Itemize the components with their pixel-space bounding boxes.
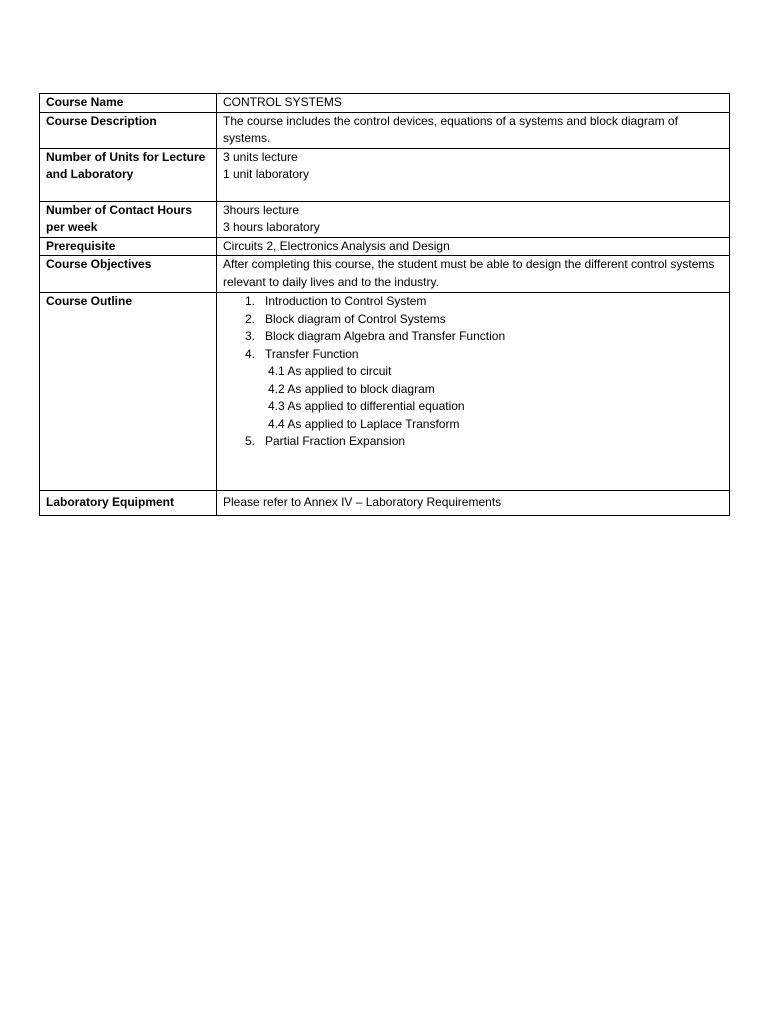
objectives-label: Course Objectives bbox=[40, 256, 217, 293]
row-units bbox=[40, 148, 730, 201]
row-outline bbox=[40, 293, 730, 491]
row-course-description bbox=[40, 112, 730, 148]
units-value bbox=[217, 148, 730, 201]
row-course-name bbox=[40, 94, 730, 113]
outline-sub-text: 4.4 As applied to Laplace Transform bbox=[268, 416, 460, 431]
list-item bbox=[223, 293, 723, 311]
outline-sub-text: 4.1 As applied to circuit bbox=[268, 364, 392, 378]
course-description-value: The course includes the control devices, equations of a systems and block diagram of systems. bbox=[217, 112, 730, 148]
hours-laboratory: 3 hours laboratory bbox=[223, 220, 320, 234]
list-item bbox=[223, 346, 723, 364]
prerequisite-label: Prerequisite bbox=[40, 237, 217, 256]
list-item bbox=[223, 433, 723, 451]
outline-sub-text: 4.2 As applied to block diagram bbox=[268, 381, 435, 396]
course-name-value: CONTROL SYSTEMS bbox=[217, 94, 730, 113]
outline-text: Block diagram Algebra and Transfer Function bbox=[265, 329, 506, 343]
course-syllabus-table bbox=[39, 93, 730, 516]
outline-text: Partial Fraction Expansion bbox=[265, 434, 406, 448]
equipment-label: Laboratory Equipment bbox=[40, 491, 217, 516]
contact-hours-label bbox=[40, 201, 217, 237]
row-contact-hours bbox=[40, 201, 730, 237]
contact-hours-label-line-1: Number of Contact Hours bbox=[46, 202, 193, 217]
sub-list-item bbox=[223, 416, 723, 434]
outline-label: Course Outline bbox=[40, 293, 217, 491]
outline-text: Block diagram of Control Systems bbox=[265, 311, 446, 326]
units-label: Number of Units for Lecture and Laboratory bbox=[40, 148, 217, 201]
outline-number: 2. bbox=[245, 311, 256, 326]
row-objectives bbox=[40, 256, 730, 293]
outline-sub-text: 4.3 As applied to differential equation bbox=[268, 399, 465, 413]
objectives-value: After completing this course, the student must be able to design the different control systems relevant to daily lives and to the industry. bbox=[217, 256, 730, 293]
list-item bbox=[223, 311, 723, 329]
hours-lecture: 3hours lecture bbox=[223, 202, 300, 217]
course-description-label: Course Description bbox=[40, 112, 217, 148]
sub-list-item bbox=[223, 381, 723, 399]
outline-value bbox=[217, 293, 730, 491]
sub-list-item bbox=[223, 363, 723, 381]
outline-text: Transfer Function bbox=[265, 346, 359, 361]
outline-number: 5. bbox=[245, 434, 256, 448]
row-laboratory-equipment bbox=[40, 491, 730, 516]
outline-list bbox=[223, 293, 723, 451]
outline-number: 1. bbox=[245, 294, 256, 308]
row-prerequisite bbox=[40, 237, 730, 256]
units-laboratory: 1 unit laboratory bbox=[223, 167, 310, 181]
outline-number: 4. bbox=[245, 346, 256, 361]
course-name-label: Course Name bbox=[40, 94, 217, 113]
prerequisite-value: Circuits 2, Electronics Analysis and Design bbox=[217, 237, 730, 256]
outline-number: 3. bbox=[245, 329, 256, 343]
sub-list-item bbox=[223, 398, 723, 416]
units-lecture: 3 units lecture bbox=[223, 149, 298, 164]
contact-hours-label-line-2: per week bbox=[46, 220, 98, 234]
equipment-value: Please refer to Annex IV – Laboratory Requirements bbox=[217, 491, 730, 516]
contact-hours-value bbox=[217, 201, 730, 237]
outline-text: Introduction to Control System bbox=[265, 294, 427, 308]
list-item bbox=[223, 328, 723, 346]
